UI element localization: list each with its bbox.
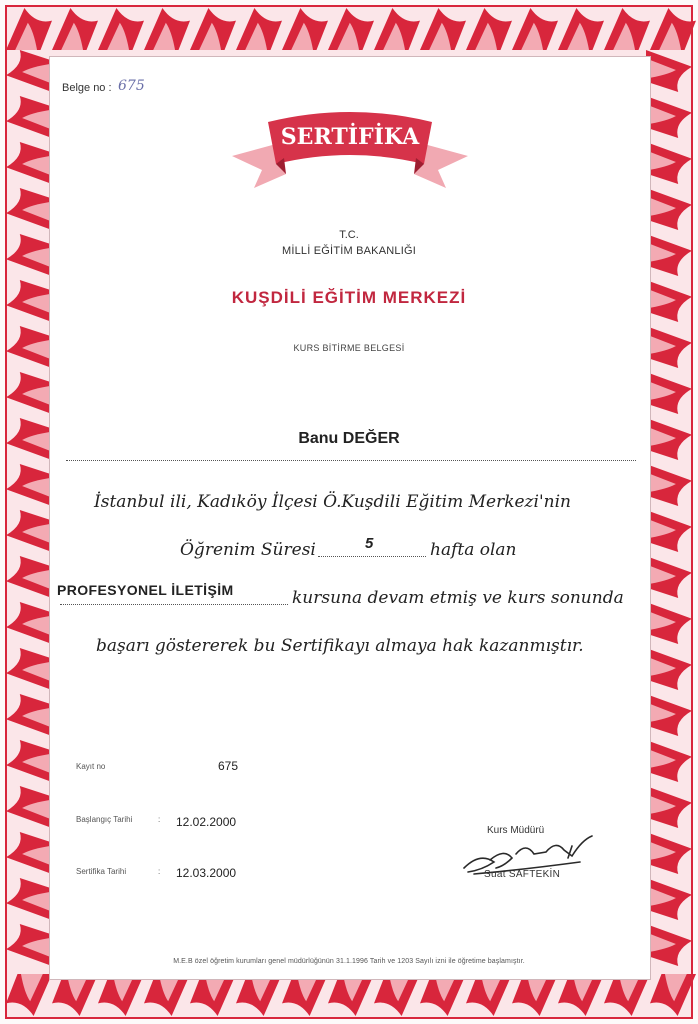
start-date-colon: : bbox=[158, 815, 161, 824]
certificate-date-value: 12.03.2000 bbox=[176, 866, 237, 880]
duration-unit: hafta olan bbox=[430, 540, 517, 560]
course-name: PROFESYONEL İLETİŞİM bbox=[57, 582, 234, 598]
duration-dotted-line bbox=[318, 556, 426, 557]
ribbon-banner bbox=[228, 104, 472, 196]
document-type: KURS BİTİRME BELGESİ bbox=[293, 343, 405, 353]
recipient-name: Banu DEĞER bbox=[298, 430, 400, 447]
registration-label: Kayıt no bbox=[76, 762, 106, 771]
director-title: Kurs Müdürü bbox=[487, 825, 545, 836]
course-dotted-line bbox=[60, 604, 288, 605]
duration-label: Öğrenim Süresi bbox=[180, 540, 316, 560]
certificate-date-colon: : bbox=[158, 867, 161, 876]
start-date-label: Başlangıç Tarihi bbox=[76, 815, 133, 824]
ribbon-title: SERTİFİKA bbox=[280, 124, 420, 150]
institution-name: KUŞDİLİ EĞİTİM MERKEZİ bbox=[231, 288, 467, 307]
body-line-1: İstanbul ili, Kadıköy İlçesi Ö.Kuşdili Eğitim Merkezi'nin bbox=[94, 492, 571, 512]
document-number-value: 675 bbox=[118, 78, 145, 94]
director-name: Suat SAFTEKİN bbox=[484, 869, 561, 880]
start-date-value: 12.02.2000 bbox=[176, 815, 237, 829]
body-line-3: kursuna devam etmiş ve kurs sonunda bbox=[292, 588, 624, 608]
certificate-date-label: Sertifika Tarihi bbox=[76, 867, 127, 876]
footer-note: M.E.B özel öğretim kurumları genel müdürlüğünün 31.1.1996 Tarih ve 1203 Sayılı izni ile öğretime başlamıştır. bbox=[173, 958, 525, 965]
registration-value: 675 bbox=[218, 759, 239, 773]
ministry-heading: MİLLİ EĞİTİM BAKANLIĞI bbox=[282, 245, 416, 257]
tc-heading: T.C. bbox=[339, 229, 359, 241]
document-number-label: Belge no : bbox=[62, 82, 112, 94]
body-line-4: başarı göstererek bu Sertifikayı almaya hak kazanmıştır. bbox=[96, 636, 584, 656]
duration-value: 5 bbox=[365, 535, 374, 552]
name-dotted-line bbox=[66, 460, 636, 461]
